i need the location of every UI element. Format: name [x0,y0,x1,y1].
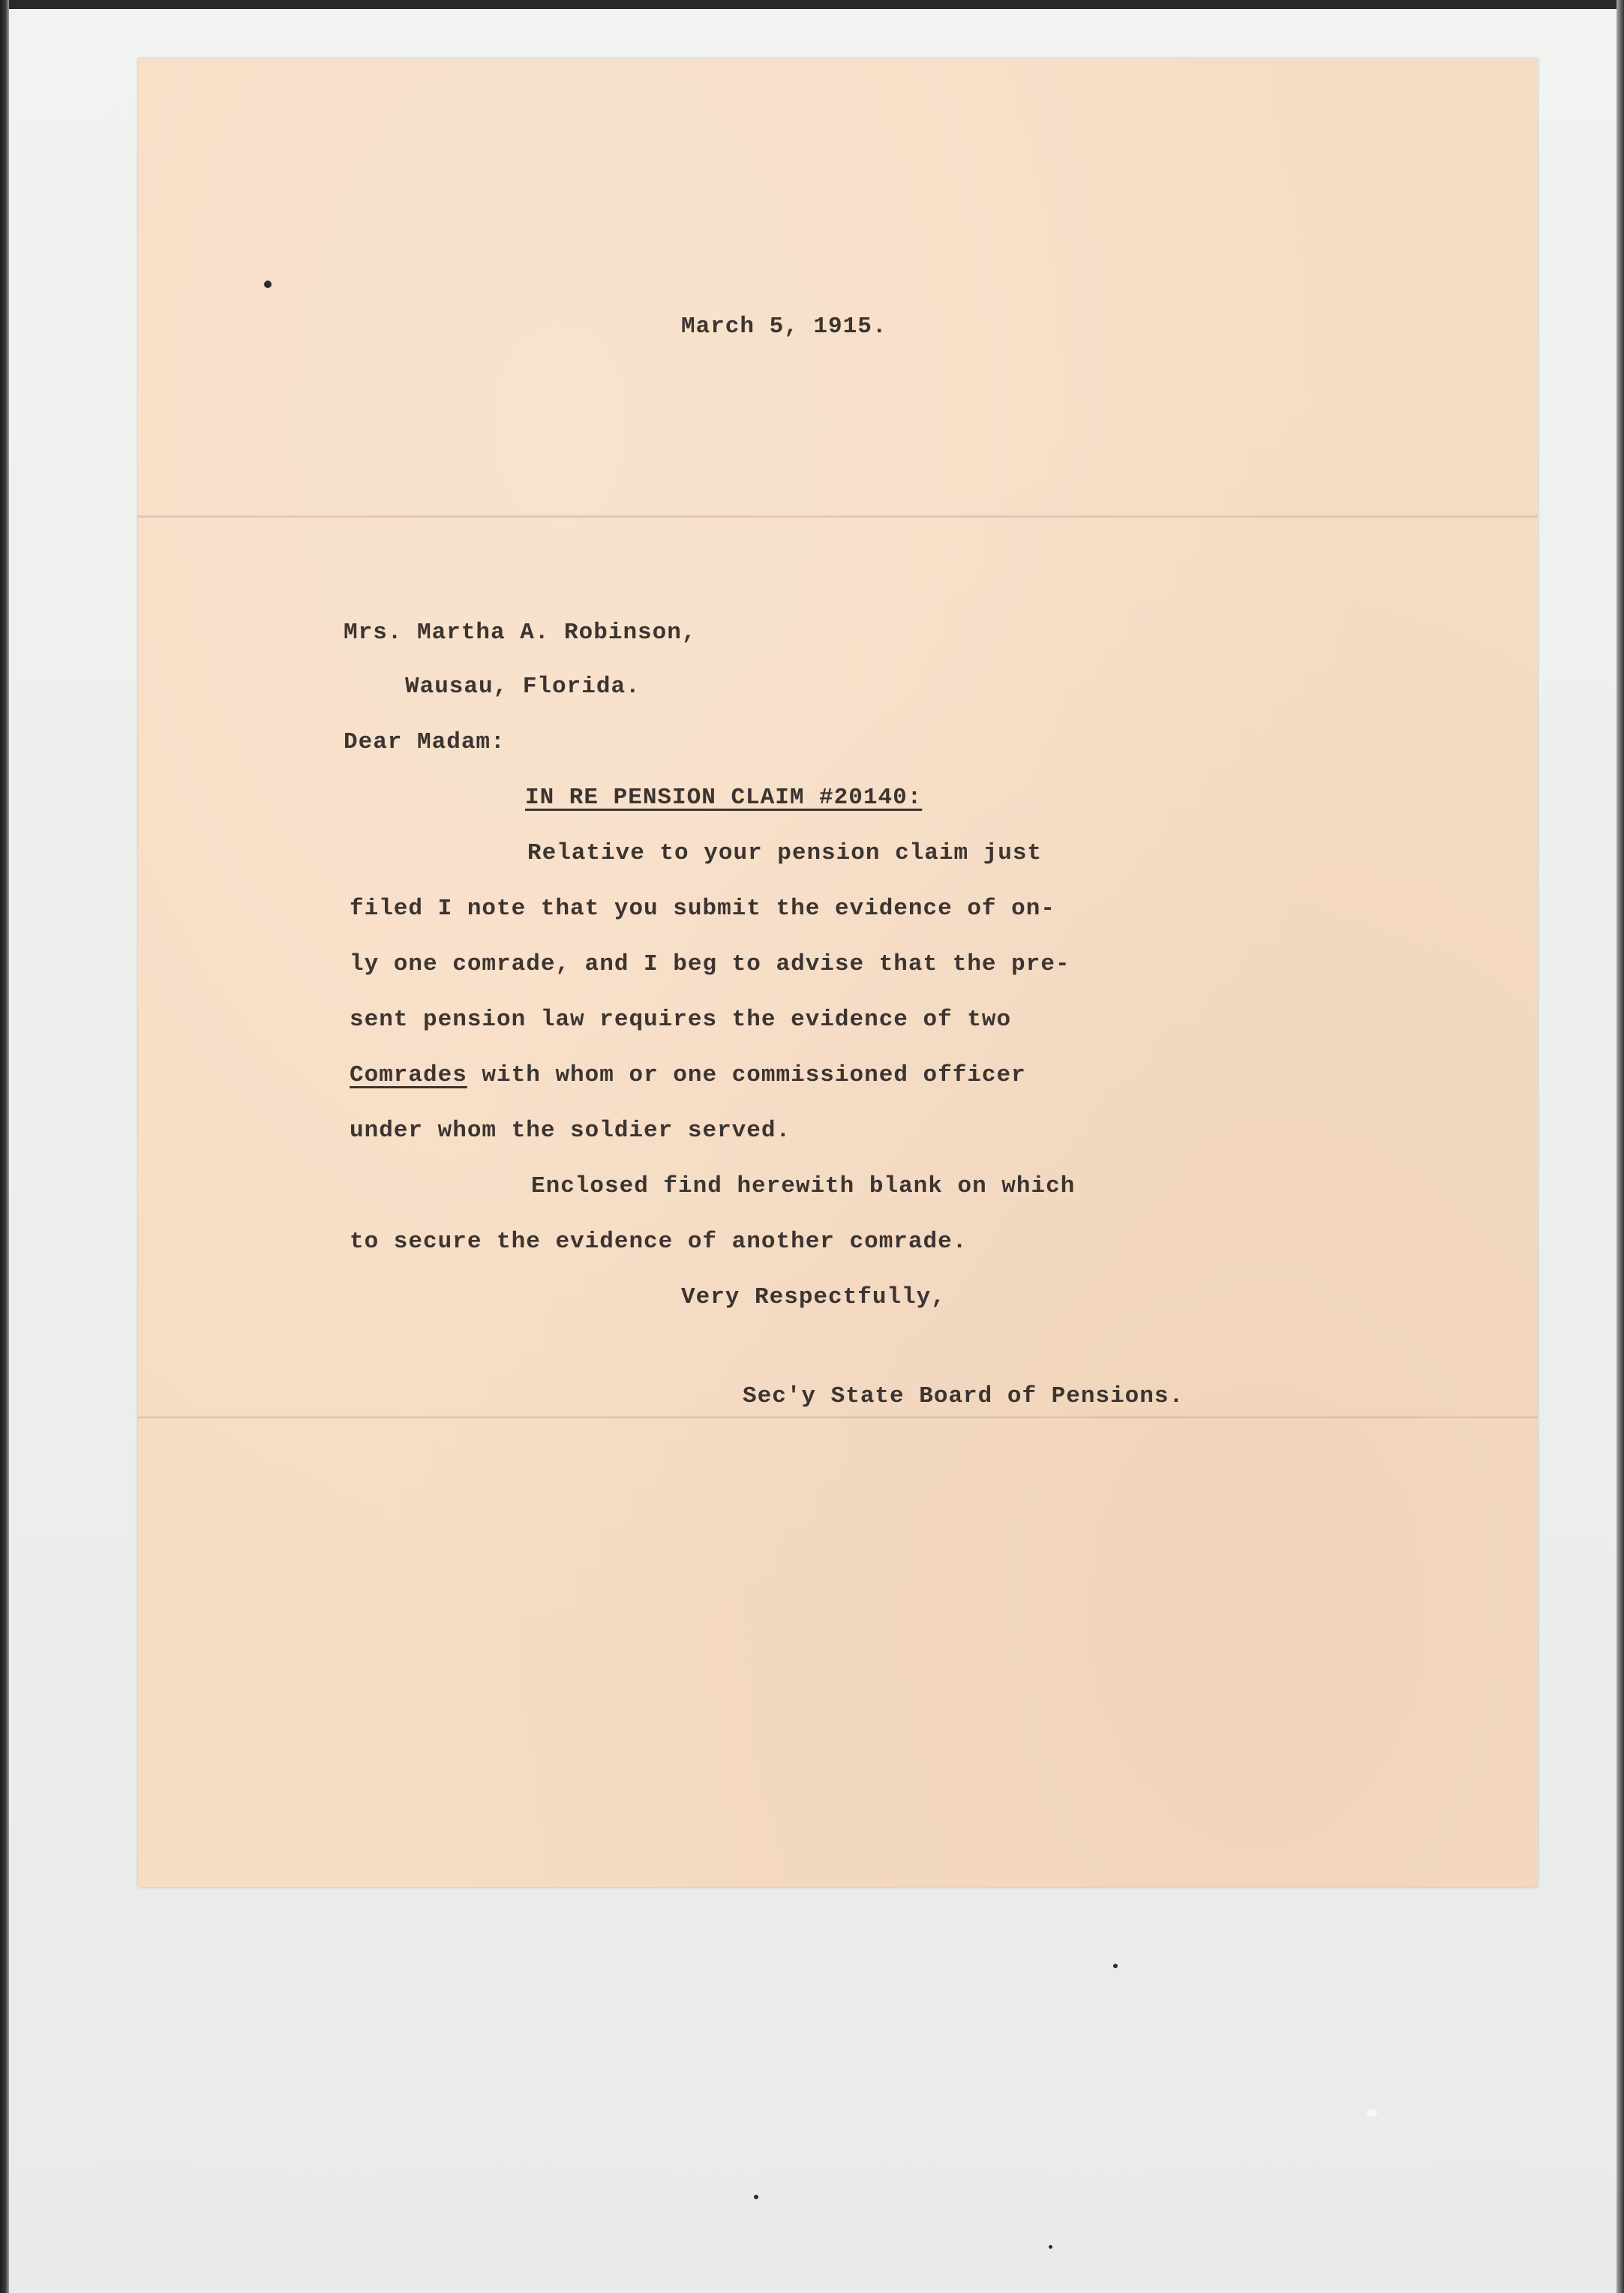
body-line-3: ly one comrade, and I beg to advise that the pre- [350,951,1070,977]
paper-speck [754,2195,758,2199]
letter-date: March 5, 1915. [681,314,887,340]
paper-speck [264,281,272,288]
letter-addressee: Mrs. Martha A. Robinson, [344,620,697,646]
paper-speck [1113,1964,1118,1968]
body-line-8: to secure the evidence of another comrade. [350,1229,968,1255]
scanner-top-edge [0,0,1624,9]
body-line-2: filed I note that you submit the evidence of on- [350,896,1055,922]
letter-closing: Very Respectfully, [681,1284,946,1310]
signature-title: Sec'y State Board of Pensions. [743,1383,1184,1409]
paper-speck [1367,2109,1377,2117]
body-line-4: sent pension law requires the evidence of two [350,1007,1012,1033]
body-line-7: Enclosed find herewith blank on which [531,1173,1076,1199]
fold-crease-upper [138,515,1538,519]
body-line-1: Relative to your pension claim just [527,840,1043,866]
body-line-6: under whom the soldier served. [350,1118,791,1144]
letter-address: Wausau, Florida. [405,674,641,700]
body-line-5 [350,1062,1026,1088]
fold-crease-lower [138,1415,1538,1420]
scanner-left-edge [0,0,9,2293]
underlined-word-comrades: Comrades [350,1062,467,1088]
body-line-5-rest: with whom or one commissioned officer [467,1062,1026,1088]
paper-speck [1049,2245,1052,2249]
claim-heading: IN RE PENSION CLAIM #20140: [525,785,923,811]
scanner-right-edge [1616,0,1624,2293]
letter-salutation: Dear Madam: [344,729,506,755]
